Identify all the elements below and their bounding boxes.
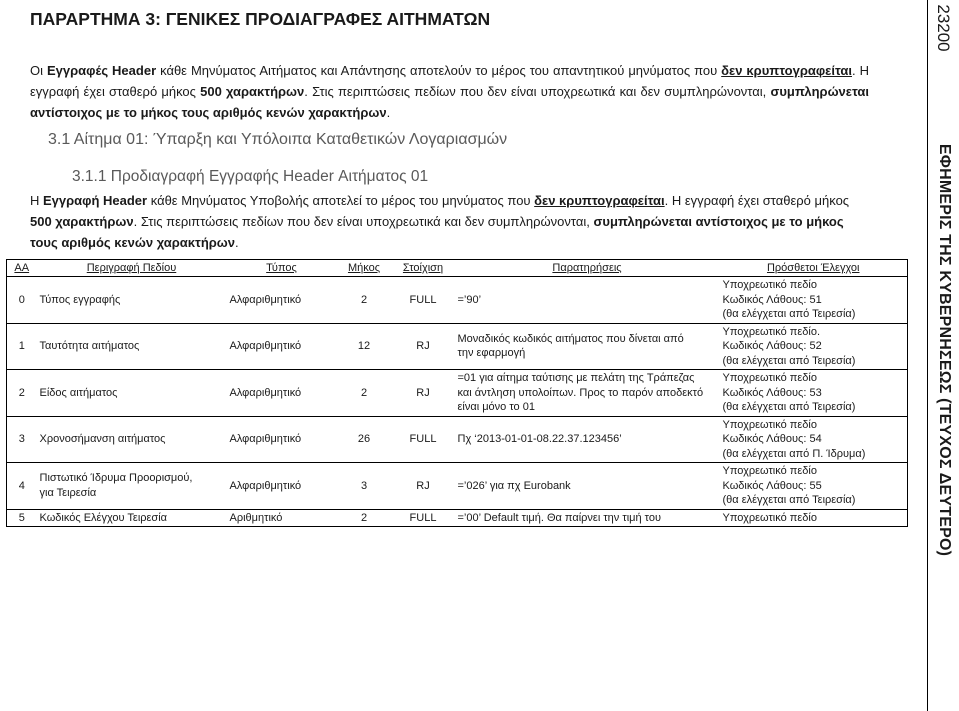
cell-length: 2 [337,370,392,417]
cell-alignment: FULL [392,416,455,463]
col-header-alignment: Στοίχιση [392,260,455,277]
body-paragraph: Η Εγγραφή Header κάθε Μηνύματος Υποβολής αποτελεί το μέρος του μηνύματος που δεν κρυπτογραφείται. Η εγγραφή έχει σταθερό μήκος 500 χαρακτήρων. Στις περιπτώσεις πεδίων που δεν είναι υποχρεωτικά και δεν συμπληρώνονται, συμπληρώνεται αντίστοιχος με το μήκος τους αριθμός κενών χαρακτήρων. [30,193,850,250]
cell-alignment: RJ [392,323,455,370]
cell-notes: =’00’ Default τιμή. Θα παίρνει την τιμή του [455,509,720,527]
table-header-row [7,260,908,277]
cell-length: 2 [337,509,392,527]
cell-aa: 0 [7,277,37,324]
section-heading: 3.1 Αίτημα 01: Ύπαρξη και Υπόλοιπα Καταθετικών Λογαριασμών [48,131,508,148]
cell-aa: 5 [7,509,37,527]
cell-notes: =01 για αίτημα ταύτισης με πελάτη της Τράπεζας και άντληση υπολοίπων. Προς το παρόν αποδεκτό είναι μόνο το 01 [455,370,720,417]
cell-notes: Μοναδικός κωδικός αιτήματος που δίνεται από την εφαρμογή [455,323,720,370]
cell-type: Αλφαριθμητικό [227,323,337,370]
cell-description: Τύπος εγγραφής [37,277,227,324]
cell-checks: Υποχρεωτικό πεδίο. Κωδικός Λάθους: 52 (θα ελέγχεται από Τειρεσία) [720,323,908,370]
annex-heading: ΠΑΡΑΡΤΗΜΑ 3: ΓΕΝΙΚΕΣ ΠΡΟΔΙΑΓΡΑΦΕΣ ΑΙΤΗΜΑΤΩΝ [30,9,491,29]
intro-paragraph: Οι Εγγραφές Header κάθε Μηνύματος Αιτήματος και Απάντησης αποτελούν το μέρος του απαντητικού μηνύματος που δεν κρυπτογραφείται. Η εγγραφή έχει σταθερό μήκος 500 χαρακτήρων. Στις περιπτώσεις πεδίων που δεν είναι υποχρεωτικά και δεν συμπληρώνονται, συμπληρώνεται αντίστοιχος με το μήκος τους αριθμός κενών χαρακτήρων. [30,63,869,120]
cell-type: Αλφαριθμητικό [227,416,337,463]
table-row [7,277,908,324]
cell-description: Ταυτότητα αιτήματος [37,323,227,370]
cell-checks: Υποχρεωτικό πεδίο Κωδικός Λάθους: 55 (θα ελέγχεται από Τειρεσία) [720,463,908,510]
cell-length: 12 [337,323,392,370]
cell-description: Πιστωτικό Ίδρυμα Προορισμού, για Τειρεσία [37,463,227,510]
cell-aa: 1 [7,323,37,370]
cell-notes: =’026’ για πχ Eurobank [455,463,720,510]
margin-rule [927,0,928,711]
table-row [7,509,908,527]
cell-type: Αλφαριθμητικό [227,277,337,324]
table-row [7,463,908,510]
cell-type: Αλφαριθμητικό [227,370,337,417]
cell-checks: Υποχρεωτικό πεδίο Κωδικός Λάθους: 54 (θα ελέγχεται από Π. Ίδρυμα) [720,416,908,463]
cell-length: 3 [337,463,392,510]
cell-alignment: FULL [392,277,455,324]
cell-notes: =’90’ [455,277,720,324]
header-spec-table [6,259,908,527]
cell-aa: 2 [7,370,37,417]
table-row [7,323,908,370]
cell-description: Χρονοσήμανση αιτήματος [37,416,227,463]
cell-length: 2 [337,277,392,324]
cell-checks: Υποχρεωτικό πεδίο Κωδικός Λάθους: 51 (θα ελέγχεται από Τειρεσία) [720,277,908,324]
cell-length: 26 [337,416,392,463]
gazette-side-title: ΕΦΗΜΕΡΙΣ ΤΗΣ ΚΥΒΕΡΝΗΣΕΩΣ (ΤΕΥΧΟΣ ΔΕΥΤΕΡΟ) [936,143,953,557]
cell-notes: Πχ ‘2013-01-01-08.22.37.123456’ [455,416,720,463]
table-row [7,416,908,463]
cell-alignment: RJ [392,370,455,417]
cell-type: Αλφαριθμητικό [227,463,337,510]
cell-checks: Υποχρεωτικό πεδίο [720,509,908,527]
cell-description: Είδος αιτήματος [37,370,227,417]
col-header-checks: Πρόσθετοι Έλεγχοι [720,260,908,277]
table-row [7,370,908,417]
cell-description: Κωδικός Ελέγχου Τειρεσία [37,509,227,527]
col-header-aa: ΑΑ [7,260,37,277]
cell-aa: 4 [7,463,37,510]
cell-checks: Υποχρεωτικό πεδίο Κωδικός Λάθους: 53 (θα ελέγχεται από Τειρεσία) [720,370,908,417]
page-number: 23200 [934,4,953,52]
col-header-length: Μήκος [337,260,392,277]
col-header-notes: Παρατηρήσεις [455,260,720,277]
col-header-type: Τύπος [227,260,337,277]
col-header-description: Περιγραφή Πεδίου [37,260,227,277]
cell-alignment: RJ [392,463,455,510]
cell-alignment: FULL [392,509,455,527]
cell-aa: 3 [7,416,37,463]
subsection-heading: 3.1.1 Προδιαγραφή Εγγραφής Header Αιτήματος 01 [72,168,429,185]
cell-type: Αριθμητικό [227,509,337,527]
